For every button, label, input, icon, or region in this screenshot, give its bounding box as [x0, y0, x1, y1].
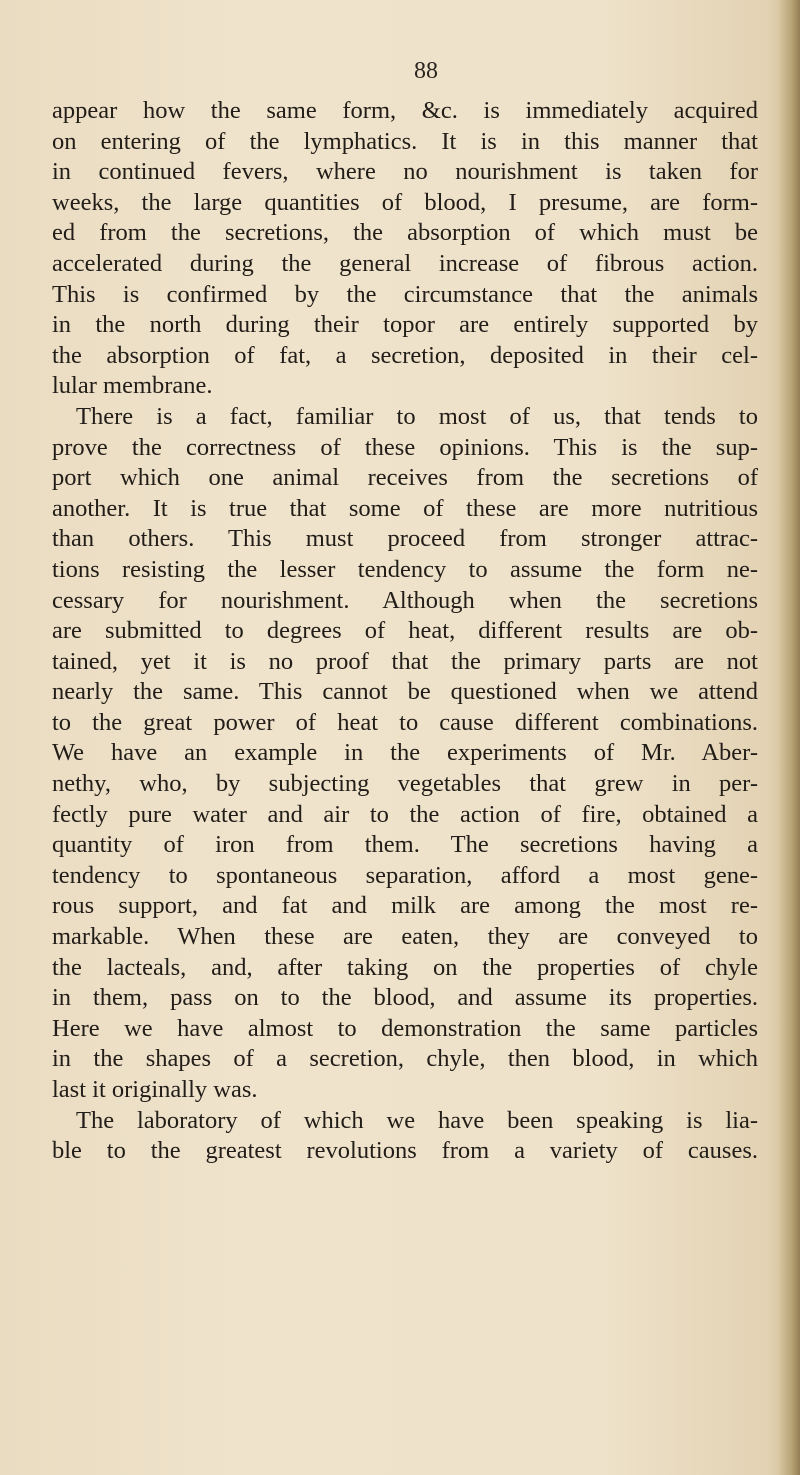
text-line: tained, yet it is no proof that the primary parts are not [52, 647, 758, 675]
text-line: are submitted to degrees of heat, different results are ob- [52, 617, 758, 645]
text-line: last it originally was. [52, 1076, 258, 1103]
text-line: on entering of the lymphatics. It is in this manner that [52, 127, 758, 155]
body-text [52, 96, 758, 1167]
text-line: ble to the greatest revolutions from a variety of causes. [52, 1137, 758, 1165]
text-line: cessary for nourishment. Although when the secretions [52, 586, 758, 614]
text-line: tendency to spontaneous separation, afford a most gene- [52, 861, 758, 889]
text-line: in continued fevers, where no nourishment is taken for [52, 158, 758, 186]
text-line: than others. This must proceed from stronger attrac- [52, 525, 758, 553]
text-line: accelerated during the general increase of fibrous action. [52, 249, 758, 277]
text-line: the lacteals, and, after taking on the properties of chyle [52, 953, 758, 981]
text-line: another. It is true that some of these are more nutritious [52, 494, 758, 522]
text-line: in the north during their topor are entirely supported by [52, 311, 758, 339]
text-line: ed from the secretions, the absorption of which must be [52, 219, 758, 247]
text-line: weeks, the large quantities of blood, I presume, are form- [52, 188, 758, 216]
text-line: in the shapes of a secretion, chyle, then blood, in which [52, 1045, 758, 1073]
text-line: quantity of iron from them. The secretions having a [52, 831, 758, 859]
text-line: port which one animal receives from the secretions of [52, 464, 758, 492]
page-edge-shadow [778, 0, 800, 1475]
text-line: Here we have almost to demonstration the same particles [52, 1014, 758, 1042]
text-line: prove the correctness of these opinions. This is the sup- [52, 433, 758, 461]
text-line: rous support, and fat and milk are among the most re- [52, 892, 758, 920]
text-line: fectly pure water and air to the action of fire, obtained a [52, 800, 758, 828]
text-line: This is confirmed by the circumstance that the animals [52, 280, 758, 308]
text-line: appear how the same form, &c. is immediately acquired [52, 97, 758, 124]
text-line: nearly the same. This cannot be questioned when we attend [52, 678, 758, 706]
text-line: We have an example in the experiments of Mr. Aber- [52, 739, 758, 767]
paragraph-start: The laboratory of which we have been speaking is lia- [76, 1106, 758, 1134]
text-line: lular membrane. [52, 372, 213, 400]
text-line: markable. When these are eaten, they are conveyed to [52, 923, 758, 951]
text-line: in them, pass on to the blood, and assume its properties. [52, 984, 758, 1012]
text-line: tions resisting the lesser tendency to assume the form ne- [52, 555, 758, 583]
paragraph-start: There is a fact, familiar to most of us, that tends to [76, 402, 758, 430]
text-line: the absorption of fat, a secretion, deposited in their cel- [52, 341, 758, 369]
text-line: nethy, who, by subjecting vegetables that grew in per- [52, 770, 758, 798]
page-number: 88 [414, 58, 438, 84]
text-line: to the great power of heat to cause different combinations. [52, 708, 758, 736]
